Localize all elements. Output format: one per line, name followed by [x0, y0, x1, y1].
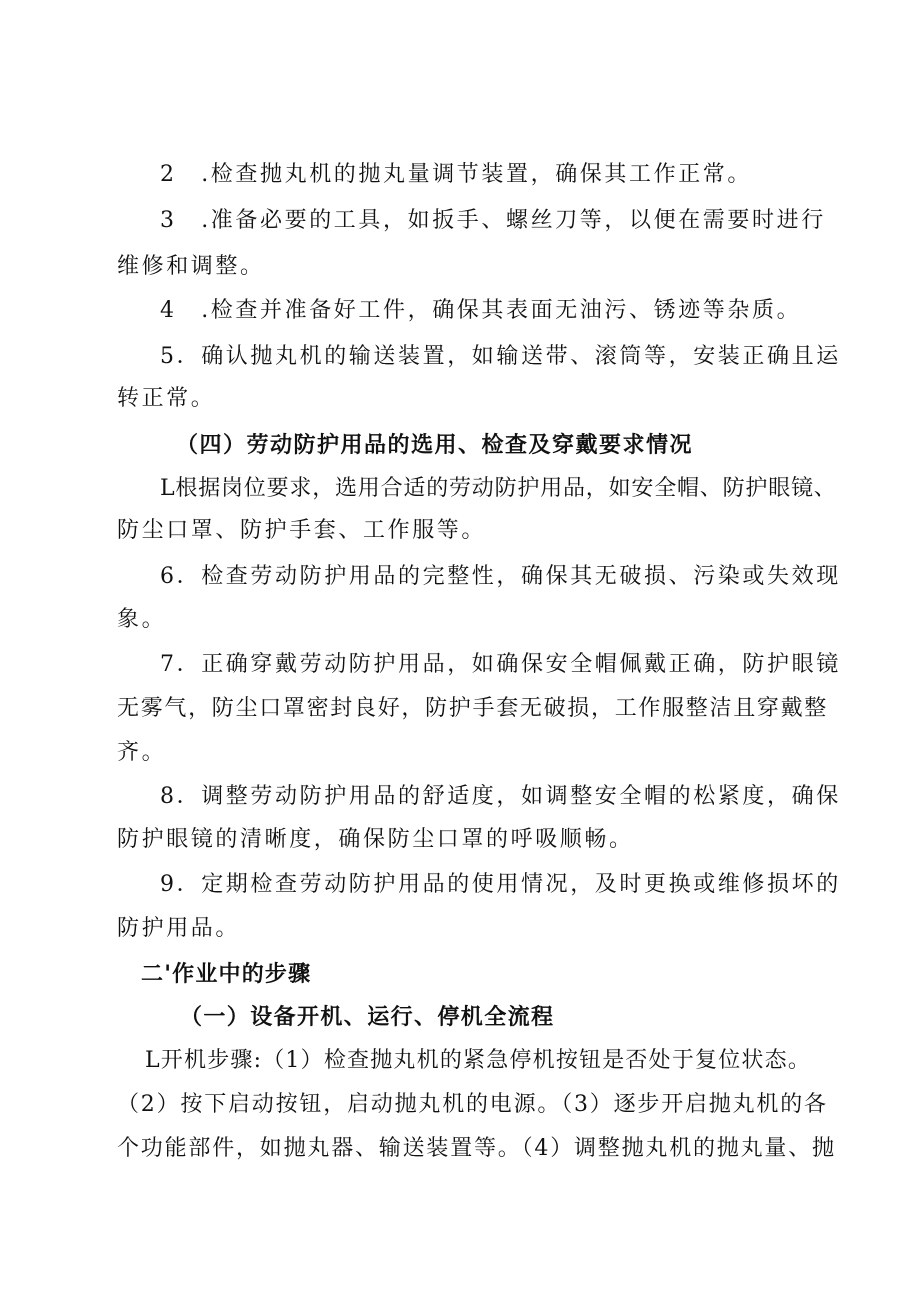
list-item-3-continued: 维修和调整。	[117, 254, 265, 279]
list-item-1: L根据岗位要求，选用合适的劳动防护用品，如安全帽、防护眼镜、	[160, 476, 837, 501]
procedure-startup-steps: L开机步骤:（1）检查抛丸机的紧急停机按钮是否处于复位状态。	[145, 1048, 812, 1073]
list-item-2: 2 .检查抛丸机的抛丸量调节装置，确保其工作正常。	[160, 162, 752, 187]
list-item-8-continued: 防护眼镜的清晰度，确保防尘口罩的呼吸顺畅。	[117, 827, 634, 852]
list-item-3: 3 .准备必要的工具，如扳手、螺丝刀等，以便在需要时进行	[160, 208, 826, 233]
list-item-9: 9．定期检查劳动防护用品的使用情况，及时更换或维修损坏的	[160, 872, 841, 897]
list-item-7: 7．正确穿戴劳动防护用品，如确保安全帽佩戴正确，防护眼镜	[160, 652, 841, 677]
section-heading-2: 二'作业中的步骤	[141, 961, 312, 987]
list-item-1-continued: 防尘口罩、防护手套、工作服等。	[117, 518, 487, 543]
list-item-7-continued: 无雾气，防尘口罩密封良好，防护手套无破损，工作服整洁且穿戴整	[117, 696, 829, 721]
subsection-heading-1: （一）设备开机、运行、停机全流程	[180, 1004, 555, 1030]
section-heading-4: （四）劳动防护用品的选用、检查及穿戴要求情况	[176, 432, 694, 458]
list-item-8: 8．调整劳动防护用品的舒适度，如调整安全帽的松紧度，确保	[160, 784, 841, 809]
list-item-6: 6．检查劳动防护用品的完整性，确保其无破损、污染或失效现	[160, 564, 841, 589]
list-item-4: 4 .检查并准备好工件，确保其表面无油污、锈迹等杂质。	[160, 298, 802, 323]
list-item-7-end: 齐。	[117, 740, 167, 765]
list-item-6-continued: 象。	[117, 607, 167, 632]
procedure-startup-steps-end: 个功能部件，如抛丸器、输送装置等。（4）调整抛丸机的抛丸量、抛	[117, 1136, 836, 1161]
list-item-5: 5．确认抛丸机的输送装置，如输送带、滚筒等，安装正确且运	[160, 344, 841, 369]
procedure-startup-steps-continued: （2）按下启动按钮，启动抛丸机的电源。（3）逐步开启抛丸机的各	[117, 1092, 828, 1117]
list-item-9-continued: 防护用品。	[117, 916, 241, 941]
list-item-5-continued: 转正常。	[117, 386, 216, 411]
